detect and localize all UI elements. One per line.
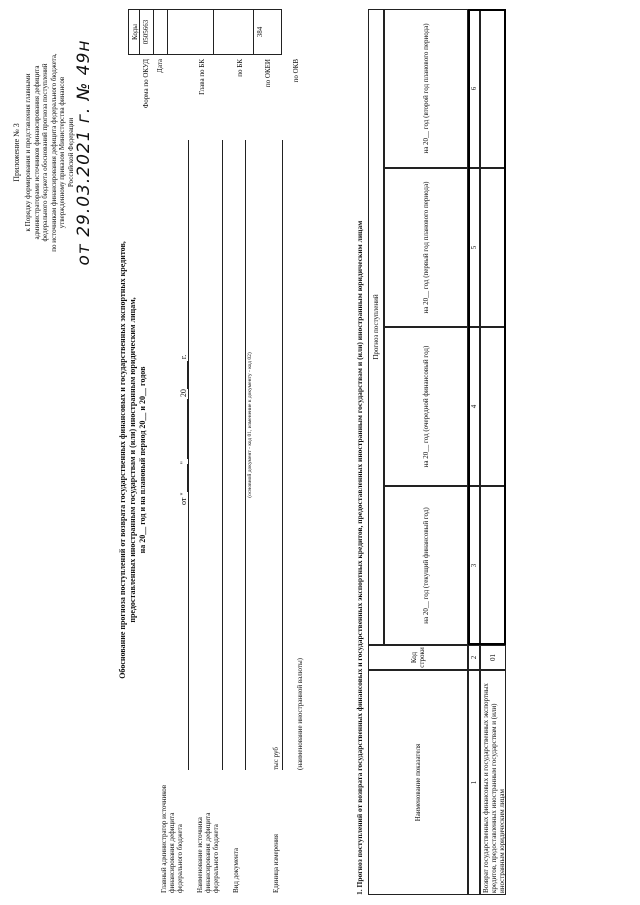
source-field-line[interactable] (222, 140, 223, 770)
code-label: Форма по ОКУД (142, 59, 150, 109)
date-year-prefix: 20 (179, 389, 188, 398)
title-line: предоставленных иностранным государствам и (или) иностранным юридическим лицам, (128, 297, 137, 623)
code-value-okei[interactable]: 384 (254, 9, 282, 55)
date-year-blank[interactable] (178, 361, 188, 389)
row-code: 01 (480, 645, 506, 670)
order-date-stamp: от 29.03.2021 г. № 49н (74, 39, 94, 266)
col-header-plan-year-2: на 20__ год (второй год планового периода) (384, 9, 468, 168)
code-label: по ОКВ (292, 59, 300, 83)
appendix-line: Российской Федерации (66, 117, 75, 188)
appendix-line: федерального бюджета обоснований прогноза поступлений (41, 63, 49, 242)
appendix-line: утвержденному приказом Министерства финансов (58, 76, 66, 229)
date-quote: " (179, 461, 188, 465)
group-header: Прогноз поступлений (368, 9, 384, 645)
col-number: 2 (468, 645, 480, 670)
source-label: Наименование источника финансирования дефицита федерального бюджета (196, 812, 220, 893)
col-number: 1 (468, 670, 480, 895)
code-row-okud (140, 9, 154, 127)
document-date-line (178, 285, 188, 505)
code-label: по ОКЕИ (264, 59, 272, 88)
code-value-okud[interactable]: 0505663 (140, 9, 154, 55)
date-prefix: от " (179, 492, 188, 505)
code-row-date (154, 9, 168, 127)
appendix-line: по источникам финансирования дефицита федерального бюджета, (49, 53, 58, 252)
unit-value: тыс руб (272, 747, 280, 770)
row-value-plan-year-1[interactable] (480, 168, 506, 327)
code-label: Дата (156, 59, 164, 73)
date-suffix: г. (179, 354, 188, 360)
date-month-blank[interactable] (178, 399, 188, 459)
col-header-name: Наименование показателя (368, 670, 468, 895)
col-number: 5 (468, 168, 480, 327)
code-row-bk (214, 9, 254, 127)
row-value-plan-year-2[interactable] (480, 9, 506, 168)
unit-field-line[interactable] (282, 140, 283, 770)
row-value-current-year[interactable] (480, 486, 506, 645)
title-line: Обоснование прогноза поступлений от возврата государственных финансовых и государственных экспортных кредитов, (118, 241, 127, 679)
doc-type-label: Вид документа (232, 847, 240, 893)
admin-label: Главный администратор источников финансирования дефицита федерального бюджета (160, 784, 184, 893)
col-header-current-year: на 20__ год (текущий финансовый год) (384, 486, 468, 645)
section-heading: 1. Прогноз поступлений от возврата государственных финансовых и государственных экспортных кредитов, предоставленных иностранным государствам и (или) иностранным юридическим лицам (355, 220, 364, 895)
codes-header: Коды (128, 9, 140, 55)
code-label: Глава по БК (198, 59, 206, 95)
col-number: 4 (468, 327, 480, 486)
unit-label: Единица измерения (272, 834, 280, 893)
appendix-line: к Порядку формирования и представления главными (24, 73, 32, 232)
title-line: на 20__ год и на плановый период 20__ и 20__ годов (138, 366, 147, 554)
admin-field-line[interactable] (188, 140, 189, 770)
document-title (118, 165, 148, 755)
row-value-next-year[interactable] (480, 327, 506, 486)
code-label: по БК (236, 59, 244, 77)
col-number: 6 (468, 9, 480, 168)
code-row-okei (254, 9, 282, 127)
appendix-block (12, 10, 93, 295)
doc-type-hint: (основной документ - код 01, изменение к документу - код 02) (247, 352, 253, 498)
code-value-date[interactable] (154, 9, 168, 55)
code-value-bk[interactable] (214, 9, 254, 55)
code-value-okv[interactable] (282, 9, 304, 55)
col-header-next-year: на 20__ год (очередной финансовый год) (384, 327, 468, 486)
appendix-line: администраторами источников финансирования дефицита (32, 65, 41, 240)
code-row-okv (282, 9, 304, 127)
col-number: 3 (468, 486, 480, 645)
code-value-glava[interactable] (168, 9, 214, 55)
col-header-plan-year-1: на 20__ год (первый год планового периода) (384, 168, 468, 327)
forecast-table (368, 9, 628, 895)
code-row-glava (168, 9, 214, 127)
appendix-number: Приложение № 3 (12, 123, 21, 182)
date-day-blank[interactable] (178, 464, 188, 492)
col-header-code: Код строки (368, 645, 468, 670)
row-name: Возврат государственных финансовых и государственных экспортных кредитов, предоставленных иностранным государствам и (или) иностранным юридическим лицам (480, 670, 506, 895)
currency-hint: (наименование иностранной валюты) (296, 658, 304, 770)
